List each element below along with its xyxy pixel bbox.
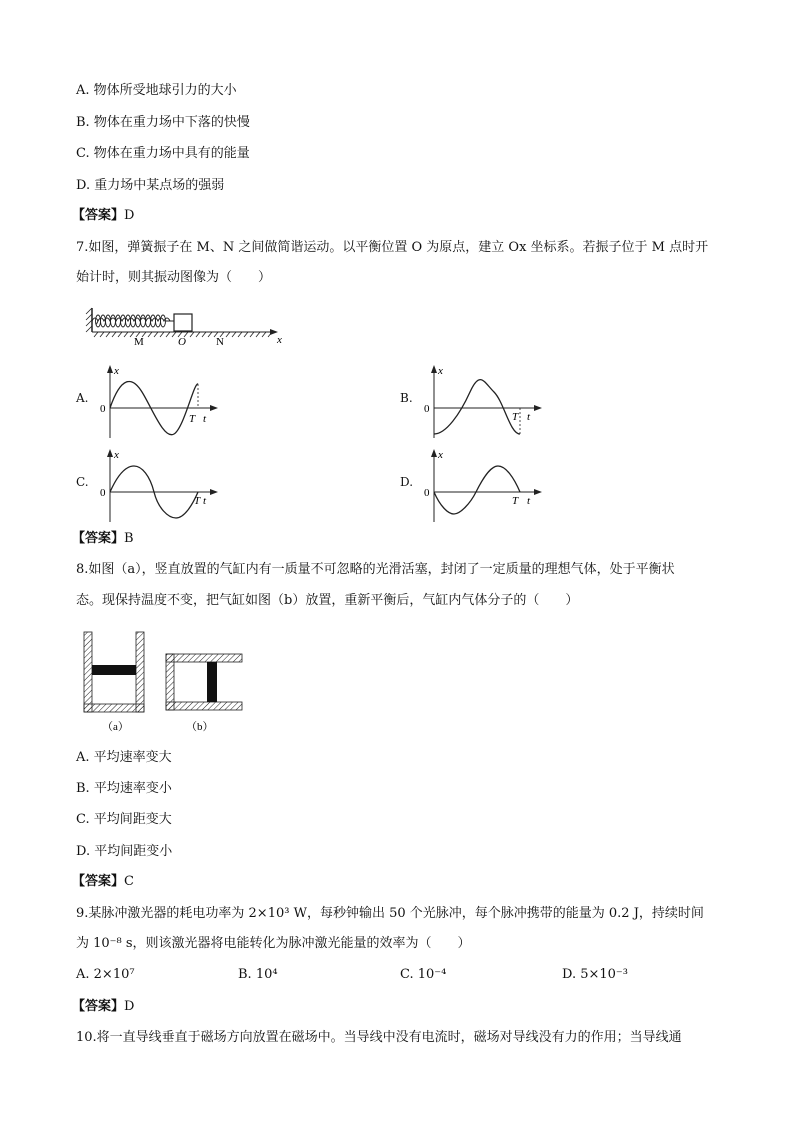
axis-t-label: t [527, 495, 531, 507]
label-n: N [216, 336, 224, 348]
label-o: O [178, 336, 186, 348]
t-period-label: T [512, 495, 519, 507]
q9-option-d: D. 5×10⁻³ [562, 967, 629, 982]
t-period-label: T [512, 411, 519, 423]
q6-option-a: A. 物体所受地球引力的大小 [76, 83, 237, 98]
graph-d [422, 446, 552, 526]
q9-option-a: A. 2×10⁷ [76, 967, 135, 982]
q9-answer [72, 997, 134, 1017]
label-m: M [134, 336, 144, 348]
graph-a-label: A. [76, 391, 89, 405]
q8-stem-line1: 8.如图（a），竖直放置的气缸内有一质量不可忽略的光滑活塞，封闭了一定质量的理想气体，处于平衡状 [76, 562, 675, 577]
q8-option-a: A. 平均速率变大 [76, 750, 172, 765]
axis-t-label: t [527, 411, 531, 423]
t-period-label: T [189, 413, 196, 425]
q9-option-c: C. 10⁻⁴ [400, 967, 447, 982]
answer-value: D [124, 999, 135, 1014]
q7-answer [72, 529, 134, 549]
cylinder-figure [80, 628, 260, 738]
answer-label: 【答案】 [72, 874, 125, 889]
answer-label: 【答案】 [72, 531, 125, 546]
answer-label: 【答案】 [72, 208, 125, 223]
q8-option-d: D. 平均间距变小 [76, 844, 173, 859]
graph-b [422, 362, 552, 442]
axis-x-label: x [438, 449, 443, 461]
q8-answer [72, 872, 134, 892]
q9-stem-line1: 9.某脉冲激光器的耗电功率为 2×10³ W，每秒钟输出 50 个光脉冲，每个脉冲携带的能量为 0.2 J，持续时间 [76, 906, 704, 921]
q6-answer [72, 206, 134, 226]
zero-label: 0 [424, 487, 430, 499]
q6-option-b: B. 物体在重力场中下落的快慢 [76, 115, 250, 130]
spring-oscillator-figure [84, 304, 294, 348]
label-x: x [277, 334, 282, 346]
q8-option-c: C. 平均间距变大 [76, 812, 172, 827]
answer-value: D [124, 208, 135, 223]
q6-option-d: D. 重力场中某点场的强弱 [76, 178, 225, 193]
graph-c [96, 446, 226, 526]
answer-value: B [124, 531, 134, 546]
t-period-label: T [194, 495, 201, 507]
answer-label: 【答案】 [72, 999, 125, 1014]
q8-stem-line2: 态。现保持温度不变，把气缸如图（b）放置，重新平衡后，气缸内气体分子的（ ） [76, 593, 579, 608]
zero-label: 0 [100, 487, 106, 499]
zero-label: 0 [424, 403, 430, 415]
axis-x-label: x [114, 365, 119, 377]
q9-stem-line2: 为 10⁻⁸ s，则该激光器将电能转化为脉冲激光能量的效率为（ ） [76, 936, 471, 951]
q8-option-b: B. 平均速率变小 [76, 781, 172, 796]
q10-stem-line1: 10.将一直导线垂直于磁场方向放置在磁场中。当导线中没有电流时，磁场对导线没有力的作用；当导线通 [76, 1030, 682, 1045]
zero-label: 0 [100, 403, 106, 415]
q9-option-b: B. 10⁴ [238, 967, 278, 982]
graph-d-label: D. [400, 475, 414, 489]
axis-x-label: x [114, 449, 119, 461]
axis-t-label: t [203, 495, 207, 507]
graph-b-label: B. [400, 391, 413, 405]
graph-a [96, 362, 226, 442]
axis-t-label: t [203, 413, 207, 425]
q7-stem-line2: 始计时，则其振动图像为（ ） [76, 270, 272, 285]
answer-value: C [124, 874, 134, 889]
axis-x-label: x [438, 365, 443, 377]
fig-b-label: （b） [186, 721, 214, 733]
q6-option-c: C. 物体在重力场中具有的能量 [76, 146, 250, 161]
q7-stem-line1: 7.如图，弹簧振子在 M、N 之间做简谐运动。以平衡位置 O 为原点，建立 Ox 坐标系。若振子位于 M 点时开 [76, 240, 709, 255]
graph-c-label: C. [76, 475, 89, 489]
fig-a-label: （a） [102, 721, 129, 733]
